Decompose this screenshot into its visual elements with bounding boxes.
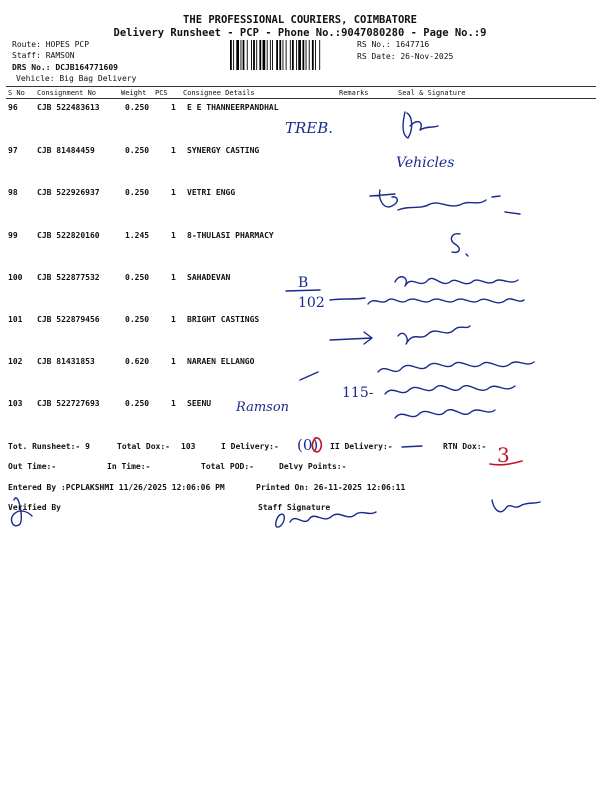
handwritten-remark-103: Ramson (236, 400, 290, 415)
cell-cons: CJB 522820160 (37, 231, 100, 240)
cell-consignee: BRIGHT CASTINGS (187, 315, 260, 324)
handwritten-b-100: B (298, 275, 309, 291)
cell-cons: CJB 81431853 (37, 357, 95, 366)
ii-delivery-label: II Delivery:- (330, 442, 393, 451)
cell-consignee: NARAEN ELLANGO (187, 357, 255, 366)
col-seal-signature: Seal & Signature (398, 89, 466, 97)
cell-pcs: 1 (171, 357, 176, 366)
cell-sno: 100 (8, 273, 23, 282)
cell-pcs: 1 (171, 188, 176, 197)
cell-sno: 103 (8, 399, 23, 408)
col-weight: Weight (121, 89, 147, 97)
cell-cons: CJB 522483613 (37, 103, 100, 112)
entered-by: Entered By :PCPLAKSHMI 11/26/2025 12:06:06 PM (8, 483, 225, 492)
handwritten-rtn: 3 (497, 443, 510, 467)
cell-pcs: 1 (171, 399, 176, 408)
vehicle-label: Vehicle: Big Bag Delivery (16, 74, 137, 83)
cell-cons: CJB 522727693 (37, 399, 100, 408)
cell-pcs: 1 (171, 315, 176, 324)
cell-sno: 98 (8, 188, 18, 197)
staff-signature-mark (276, 512, 376, 527)
rs-date: RS Date: 26-Nov-2025 (357, 52, 454, 61)
signature-101 (398, 326, 470, 344)
cell-cons: CJB 522879456 (37, 315, 100, 324)
cell-weight: 0.620 (125, 357, 150, 366)
handwritten-i-delivery: (0) (297, 436, 319, 454)
verified-by-label: Verified By (8, 503, 61, 512)
col-sno: S No (8, 89, 25, 97)
col-consignment: Consignment No (37, 89, 97, 97)
cell-pcs: 1 (171, 231, 176, 240)
rs-number: RS No.: 1647716 (357, 40, 430, 49)
total-dox-value: 103 (181, 442, 196, 451)
total-dox-label: Total Dox:- (117, 442, 170, 451)
cell-sno: 97 (8, 146, 18, 155)
rtn-dox-label: RTN Dox:- (443, 442, 487, 451)
fraction-line-100 (286, 290, 320, 291)
cell-cons: CJB 81484459 (37, 146, 95, 155)
staff-label: Staff: RAMSON (12, 51, 75, 60)
col-remarks: Remarks (339, 89, 369, 97)
signature-98 (370, 190, 520, 214)
runsheet-subtitle: Delivery Runsheet - PCP - Phone No.:9047080280 - Page No.:9 (113, 27, 487, 39)
out-time-label: Out Time:- (8, 462, 57, 471)
col-consignee: Consignee Details (183, 89, 255, 97)
handwritten-remark-100: 102 (298, 295, 325, 311)
cell-sno: 99 (8, 231, 18, 240)
cell-weight: 1.245 (125, 231, 150, 240)
cell-weight: 0.250 (125, 188, 150, 197)
i-delivery-label: I Delivery:- (221, 442, 279, 451)
cell-consignee: SYNERGY CASTING (187, 146, 260, 155)
cell-sno: 102 (8, 357, 23, 366)
cell-sno: 101 (8, 315, 23, 324)
signature-96 (403, 112, 438, 138)
printed-on: Printed On: 26-11-2025 12:06:11 (256, 483, 406, 492)
cell-weight: 0.250 (125, 399, 150, 408)
company-title: THE PROFESSIONAL COURIERS, COIMBATORE (183, 14, 417, 26)
cell-pcs: 1 (171, 273, 176, 282)
signature-102 (378, 362, 534, 418)
cell-pcs: 1 (171, 103, 176, 112)
handwritten-remark-102: 115- (342, 385, 374, 401)
total-runsheet: Tot. Runsheet:- 9 (8, 442, 90, 451)
arrow-101 (330, 332, 372, 344)
cell-weight: 0.250 (125, 146, 150, 155)
cell-consignee: VETRI ENGG (187, 188, 236, 197)
cell-consignee: SAHADEVAN (187, 273, 231, 282)
signature-100 (395, 277, 518, 286)
staff-signature-label: Staff Signature (258, 503, 331, 512)
right-corner-signature (492, 500, 540, 512)
handwritten-sig-97: Vehicles (396, 155, 455, 171)
cell-weight: 0.250 (125, 103, 150, 112)
col-pcs: PCS (155, 89, 168, 97)
delvy-points-label: Delvy Points:- (279, 462, 347, 471)
cell-pcs: 1 (171, 146, 176, 155)
in-time-label: In Time:- (107, 462, 151, 471)
cell-weight: 0.250 (125, 273, 150, 282)
cell-weight: 0.250 (125, 315, 150, 324)
handwritten-remark-96: TREB. (285, 119, 334, 137)
total-pod-label: Total POD:- (201, 462, 254, 471)
drs-label: DRS No.: DCJB164771609 (12, 63, 118, 72)
cell-sno: 96 (8, 103, 18, 112)
dash-102 (300, 372, 318, 380)
cell-cons: CJB 522877532 (37, 273, 100, 282)
signature-99 (451, 234, 468, 256)
cell-cons: CJB 522926937 (37, 188, 100, 197)
cell-consignee: E E THANNEERPANDHAL (187, 103, 279, 112)
cell-consignee: SEENU (187, 399, 212, 408)
arrow-ii-delivery (402, 446, 422, 447)
signature-101-line (330, 298, 524, 304)
route-label: Route: HOPES PCP (12, 40, 90, 49)
cell-consignee: 8-THULASI PHARMACY (187, 231, 274, 240)
